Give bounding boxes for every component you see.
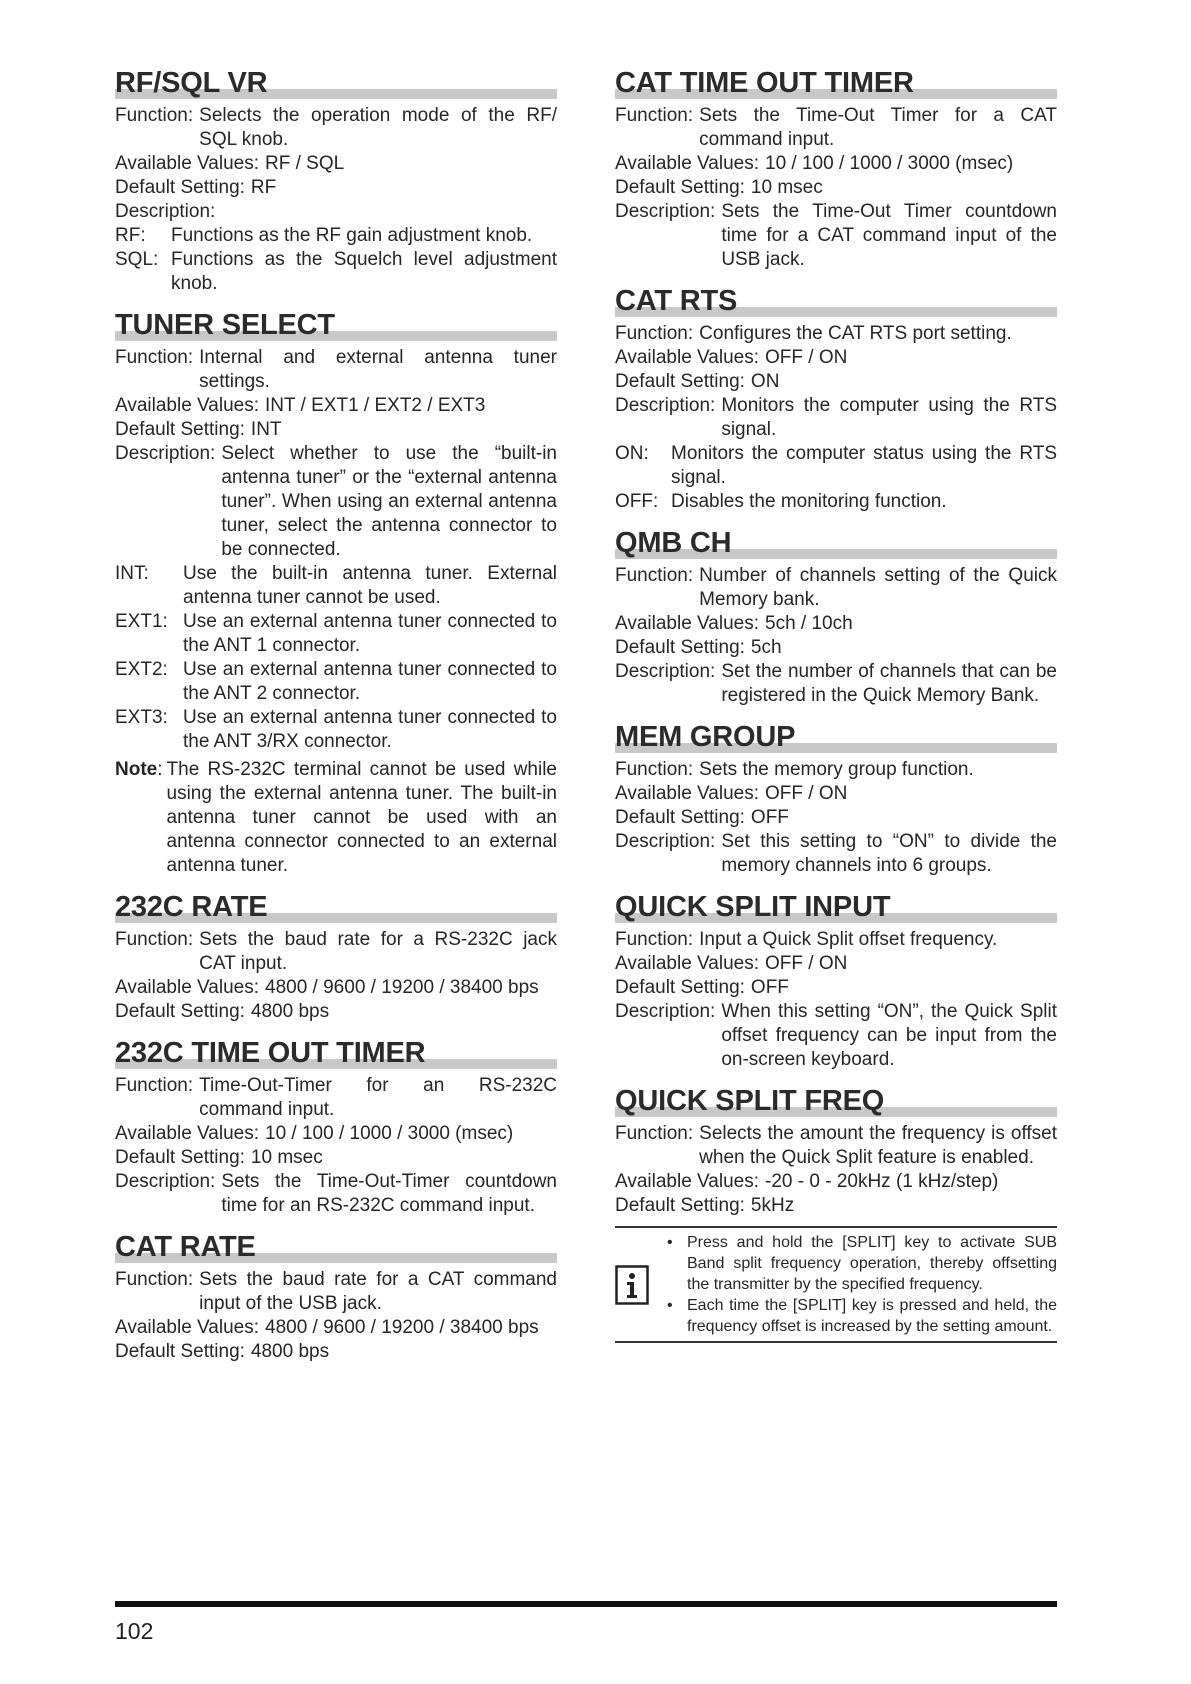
section-232c-rate bbox=[115, 890, 557, 1024]
info-bullet-list bbox=[665, 1232, 1057, 1337]
default-setting-row bbox=[115, 418, 557, 442]
note-text: The RS-232C terminal cannot be used while using the external antenna tuner. The built-in antenna tuner cannot be used with an antenna connector connected to an external antenna tuner. bbox=[166, 759, 557, 876]
option-key: EXT2: bbox=[115, 659, 168, 680]
available-values-text: 4800 / 9600 / 19200 / 38400 bps bbox=[265, 1317, 539, 1338]
available-values-label: Available Values: bbox=[115, 1317, 260, 1338]
available-values-row bbox=[615, 152, 1057, 176]
default-setting-label: Default Setting: bbox=[115, 1341, 245, 1362]
function-row bbox=[115, 928, 557, 976]
section-heading: CAT RATE bbox=[115, 1230, 557, 1264]
default-setting-label: Default Setting: bbox=[615, 371, 745, 392]
page-number: 102 bbox=[115, 1618, 154, 1644]
section-heading: TUNER SELECT bbox=[115, 308, 557, 342]
description-row bbox=[615, 660, 1057, 708]
available-values-text: 4800 / 9600 / 19200 / 38400 bps bbox=[265, 977, 539, 998]
section-heading: 232C RATE bbox=[115, 890, 557, 924]
function-label: Function: bbox=[615, 759, 694, 780]
default-setting-label: Default Setting: bbox=[115, 419, 245, 440]
option-key: SQL: bbox=[115, 249, 159, 270]
option-item bbox=[115, 610, 557, 658]
description-label: Description: bbox=[115, 1171, 216, 1192]
default-setting-text: 5kHz bbox=[750, 1195, 795, 1216]
option-text: Functions as the RF gain adjustment knob. bbox=[171, 225, 533, 246]
default-setting-text: ON bbox=[750, 371, 780, 392]
section-qmb-ch bbox=[615, 526, 1057, 708]
right-column bbox=[615, 66, 1057, 1355]
section-232c-time-out-timer bbox=[115, 1036, 557, 1218]
option-key: RF: bbox=[115, 225, 146, 246]
info-bullet: • Each time the [SPLIT] key is pressed and held, the frequency offset is increased by the setting amount. bbox=[665, 1295, 1057, 1337]
available-values-label: Available Values: bbox=[115, 395, 260, 416]
function-text: Selects the operation mode of the RF/ SQL knob. bbox=[199, 105, 557, 150]
description-row bbox=[615, 830, 1057, 878]
function-row bbox=[115, 1074, 557, 1122]
option-item bbox=[115, 248, 557, 296]
function-text: Number of channels setting of the Quick Memory bank. bbox=[699, 565, 1057, 610]
description-row bbox=[115, 200, 557, 224]
available-values-row bbox=[115, 152, 557, 176]
section-heading: CAT RTS bbox=[615, 284, 1057, 318]
default-setting-row bbox=[615, 806, 1057, 830]
section-heading: QUICK SPLIT INPUT bbox=[615, 890, 1057, 924]
description-label: Description: bbox=[615, 831, 716, 852]
available-values-text: RF / SQL bbox=[265, 153, 345, 174]
function-label: Function: bbox=[615, 323, 694, 344]
function-label: Function: bbox=[615, 105, 694, 126]
default-setting-text: OFF bbox=[750, 807, 789, 828]
available-values-text: -20 - 0 - 20kHz (1 kHz/step) bbox=[765, 1171, 999, 1192]
function-row bbox=[115, 104, 557, 152]
description-row bbox=[115, 442, 557, 562]
section-quick-split-input bbox=[615, 890, 1057, 1072]
available-values-text: OFF / ON bbox=[765, 783, 848, 804]
function-row bbox=[615, 758, 1057, 782]
available-values-row bbox=[615, 782, 1057, 806]
function-row bbox=[615, 104, 1057, 152]
available-values-label: Available Values: bbox=[615, 613, 760, 634]
function-text: Selects the amount the frequency is offset when the Quick Split feature is enabled. bbox=[699, 1123, 1057, 1168]
default-setting-label: Default Setting: bbox=[615, 807, 745, 828]
section-heading: CAT TIME OUT TIMER bbox=[615, 66, 1057, 100]
option-key: EXT3: bbox=[115, 707, 168, 728]
default-setting-text: 5ch bbox=[750, 637, 782, 658]
option-text: Monitors the computer status using the RTS signal. bbox=[671, 443, 1057, 488]
section-heading: QMB CH bbox=[615, 526, 1057, 560]
available-values-label: Available Values: bbox=[615, 783, 760, 804]
default-setting-label: Default Setting: bbox=[615, 1195, 745, 1216]
note-row bbox=[115, 758, 557, 878]
section-cat-rate bbox=[115, 1230, 557, 1364]
default-setting-text: 4800 bps bbox=[250, 1001, 330, 1022]
description-label: Description: bbox=[615, 661, 716, 682]
section-rf-sql-vr bbox=[115, 66, 557, 296]
option-key: INT: bbox=[115, 563, 149, 584]
function-row bbox=[615, 928, 1057, 952]
available-values-label: Available Values: bbox=[615, 1171, 760, 1192]
default-setting-text: OFF bbox=[750, 977, 789, 998]
option-text: Use the built-in antenna tuner. External antenna tuner cannot be used. bbox=[183, 563, 557, 608]
available-values-label: Available Values: bbox=[115, 153, 260, 174]
available-values-label: Available Values: bbox=[615, 953, 760, 974]
info-note-box bbox=[615, 1226, 1057, 1343]
default-setting-row bbox=[615, 370, 1057, 394]
default-setting-text: 4800 bps bbox=[250, 1341, 330, 1362]
default-setting-label: Default Setting: bbox=[115, 1001, 245, 1022]
default-setting-text: INT bbox=[250, 419, 282, 440]
description-text: Set this setting to “ON” to divide the memory channels into 6 groups. bbox=[721, 831, 1057, 876]
section-cat-time-out-timer bbox=[615, 66, 1057, 272]
option-item bbox=[115, 706, 557, 754]
section-heading: MEM GROUP bbox=[615, 720, 1057, 754]
option-item bbox=[115, 658, 557, 706]
default-setting-text: RF bbox=[250, 177, 277, 198]
default-setting-label: Default Setting: bbox=[615, 177, 745, 198]
default-setting-text: 10 msec bbox=[250, 1147, 323, 1168]
available-values-row bbox=[115, 1122, 557, 1146]
default-setting-label: Default Setting: bbox=[615, 637, 745, 658]
description-text: Select whether to use the “built-in antenna tuner” or the “external antenna tuner”. When using an external antenna tuner, select the antenna connector to be connected. bbox=[221, 443, 557, 560]
function-label: Function: bbox=[115, 1269, 194, 1290]
available-values-text: 5ch / 10ch bbox=[765, 613, 853, 634]
description-text: Sets the Time-Out-Timer countdown time for an RS-232C command input. bbox=[221, 1171, 557, 1216]
option-text: Use an external antenna tuner connected to the ANT 1 connector. bbox=[183, 611, 557, 656]
available-values-row bbox=[115, 394, 557, 418]
available-values-row bbox=[615, 952, 1057, 976]
default-setting-label: Default Setting: bbox=[115, 1147, 245, 1168]
function-row bbox=[615, 564, 1057, 612]
description-label: Description: bbox=[115, 443, 216, 464]
option-item bbox=[115, 562, 557, 610]
option-text: Functions as the Squelch level adjustment knob. bbox=[171, 249, 557, 294]
description-text: Set the number of channels that can be registered in the Quick Memory Bank. bbox=[721, 661, 1057, 706]
default-setting-row bbox=[115, 176, 557, 200]
info-icon bbox=[615, 1265, 649, 1305]
option-item bbox=[615, 442, 1057, 490]
available-values-text: 10 / 100 / 1000 / 3000 (msec) bbox=[265, 1123, 514, 1144]
function-label: Function: bbox=[615, 565, 694, 586]
function-label: Function: bbox=[615, 929, 694, 950]
description-label: Description: bbox=[615, 395, 716, 416]
footer-divider bbox=[115, 1601, 1057, 1607]
available-values-label: Available Values: bbox=[615, 347, 760, 368]
available-values-label: Available Values: bbox=[115, 1123, 260, 1144]
function-row bbox=[115, 1268, 557, 1316]
default-setting-row bbox=[615, 636, 1057, 660]
function-text: Configures the CAT RTS port setting. bbox=[699, 323, 1012, 344]
available-values-row bbox=[615, 346, 1057, 370]
description-row bbox=[615, 394, 1057, 442]
available-values-label: Available Values: bbox=[115, 977, 260, 998]
function-row bbox=[615, 322, 1057, 346]
description-row bbox=[615, 200, 1057, 272]
function-label: Function: bbox=[615, 1123, 694, 1144]
option-item bbox=[615, 490, 1057, 514]
section-cat-rts bbox=[615, 284, 1057, 514]
description-text: Sets the Time-Out Timer countdown time for a CAT command input of the USB jack. bbox=[721, 201, 1057, 270]
default-setting-label: Default Setting: bbox=[615, 977, 745, 998]
available-values-text: OFF / ON bbox=[765, 347, 848, 368]
option-text: Disables the monitoring function. bbox=[671, 491, 947, 512]
default-setting-label: Default Setting: bbox=[115, 177, 245, 198]
available-values-row bbox=[115, 976, 557, 1000]
default-setting-text: 10 msec bbox=[750, 177, 823, 198]
description-label: Description: bbox=[615, 1001, 716, 1022]
function-text: Sets the memory group function. bbox=[699, 759, 974, 780]
default-setting-row bbox=[115, 1340, 557, 1364]
default-setting-row bbox=[615, 976, 1057, 1000]
default-setting-row bbox=[115, 1146, 557, 1170]
description-row bbox=[115, 1170, 557, 1218]
option-item bbox=[115, 224, 557, 248]
description-text: When this setting “ON”, the Quick Split offset frequency can be input from the on-screen keyboard. bbox=[721, 1001, 1057, 1070]
function-label: Function: bbox=[115, 929, 194, 950]
function-row bbox=[115, 346, 557, 394]
info-bullet: • Press and hold the [SPLIT] key to activate SUB Band split frequency operation, thereby offsetting the transmitter by the specified frequency. bbox=[665, 1232, 1057, 1295]
function-text: Sets the Time-Out Timer for a CAT command input. bbox=[699, 105, 1057, 150]
option-key: EXT1: bbox=[115, 611, 168, 632]
function-label: Function: bbox=[115, 1075, 194, 1096]
left-column bbox=[115, 66, 557, 1376]
description-label: Description: bbox=[115, 201, 216, 222]
description-label: Description: bbox=[615, 201, 716, 222]
section-heading: QUICK SPLIT FREQ bbox=[615, 1084, 1057, 1118]
function-label: Function: bbox=[115, 347, 194, 368]
option-key: OFF: bbox=[615, 491, 659, 512]
section-quick-split-freq bbox=[615, 1084, 1057, 1343]
function-text: Internal and external antenna tuner settings. bbox=[199, 347, 557, 392]
description-text: Monitors the computer using the RTS signal. bbox=[721, 395, 1057, 440]
default-setting-row bbox=[115, 1000, 557, 1024]
description-row bbox=[615, 1000, 1057, 1072]
function-text: Time-Out-Timer for an RS-232C command input. bbox=[199, 1075, 557, 1120]
option-text: Use an external antenna tuner connected to the ANT 2 connector. bbox=[183, 659, 557, 704]
available-values-text: 10 / 100 / 1000 / 3000 (msec) bbox=[765, 153, 1014, 174]
default-setting-row bbox=[615, 176, 1057, 200]
option-text: Use an external antenna tuner connected to the ANT 3/RX connector. bbox=[183, 707, 557, 752]
available-values-row bbox=[115, 1316, 557, 1340]
default-setting-row bbox=[615, 1194, 1057, 1218]
available-values-label: Available Values: bbox=[615, 153, 760, 174]
option-key: ON: bbox=[615, 443, 649, 464]
section-heading: RF/SQL VR bbox=[115, 66, 557, 100]
function-row bbox=[615, 1122, 1057, 1170]
section-tuner-select bbox=[115, 308, 557, 878]
available-values-text: OFF / ON bbox=[765, 953, 848, 974]
available-values-row bbox=[615, 1170, 1057, 1194]
section-mem-group bbox=[615, 720, 1057, 878]
available-values-row bbox=[615, 612, 1057, 636]
note-label: Note: bbox=[115, 759, 163, 780]
function-text: Sets the baud rate for a RS-232C jack CAT input. bbox=[199, 929, 557, 974]
function-text: Sets the baud rate for a CAT command input of the USB jack. bbox=[199, 1269, 557, 1314]
available-values-text: INT / EXT1 / EXT2 / EXT3 bbox=[265, 395, 486, 416]
function-label: Function: bbox=[115, 105, 194, 126]
section-heading: 232C TIME OUT TIMER bbox=[115, 1036, 557, 1070]
function-text: Input a Quick Split offset frequency. bbox=[699, 929, 998, 950]
